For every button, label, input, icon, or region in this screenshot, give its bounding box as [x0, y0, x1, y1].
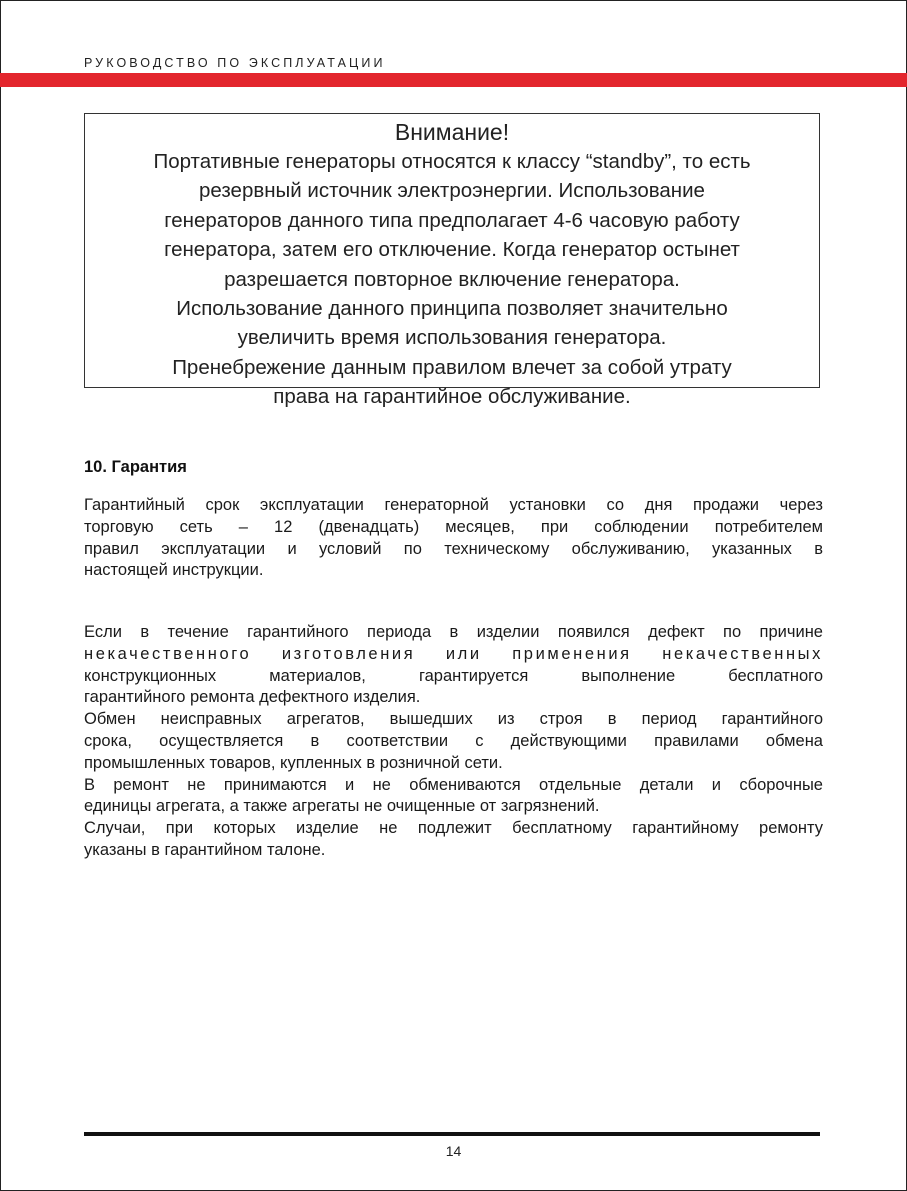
warranty-conditions-block	[84, 622, 823, 862]
notice-line: увеличить время использования генератора.	[237, 326, 667, 350]
text-line: торговую сеть – 12 (двенадцать) месяцев, при соблюдении потребителем	[84, 517, 823, 536]
text-line: Обмен неисправных агрегатов, вышедших из строя в период гарантийного	[84, 710, 823, 729]
notice-line: резервный источник электроэнергии. Использование	[199, 179, 705, 203]
text-line: промышленных товаров, купленных в розничной сети.	[84, 753, 503, 772]
text-line: единицы агрегата, а также агрегаты не очищенные от загрязнений.	[84, 797, 600, 816]
notice-line: Пренебрежение данным правилом влечет за собой утрату	[172, 355, 732, 379]
footer-rule	[84, 1132, 820, 1136]
notice-line: Портативные генераторы относятся к классу “standby”, то есть	[153, 150, 751, 173]
text-line: В ремонт не принимаются и не обмениваются отдельные детали и сборочные	[84, 775, 823, 794]
notice-line: права на гарантийное обслуживание.	[273, 385, 631, 409]
notice-line: Использование данного принципа позволяет значительно	[176, 297, 728, 321]
page-number: 14	[445, 1143, 462, 1159]
running-header: РУКОВОДСТВО ПО ЭКСПЛУАТАЦИИ	[84, 56, 386, 70]
warning-notice-box	[84, 113, 820, 409]
text-line: Случаи, при которых изделие не подлежит бесплатному гарантийному ремонту	[84, 819, 823, 838]
text-line: гарантийного ремонта дефектного изделия.	[84, 688, 421, 707]
text-line: правил эксплуатации и условий по техническому обслуживанию, указанных в	[84, 539, 823, 558]
notice-line: генератора, затем его отключение. Когда генератор остынет	[164, 238, 740, 262]
text-line: срока, осуществляется в соответствии с действующими правилами обмена	[84, 731, 823, 750]
notice-line: разрешается повторное включение генератора.	[224, 267, 680, 291]
text-line: Гарантийный срок эксплуатации генераторной установки со дня продажи через	[84, 496, 823, 514]
warranty-period-paragraph	[84, 495, 823, 582]
header-accent-bar	[0, 73, 907, 87]
text-line: Если в течение гарантийного периода в изделии появился дефект по причине	[84, 623, 823, 641]
text-line: указаны в гарантийном талоне.	[84, 840, 326, 859]
notice-title: Внимание!	[394, 119, 510, 145]
notice-line: генераторов данного типа предполагает 4-6 часовую работу	[164, 208, 740, 232]
text-line: конструкционных материалов, гарантируется выполнение бесплатного	[84, 666, 823, 685]
section-heading: 10. Гарантия	[84, 458, 187, 476]
text-line: некачественного изготовления или применения некачественных	[84, 644, 823, 663]
text-line: настоящей инструкции.	[84, 561, 264, 580]
